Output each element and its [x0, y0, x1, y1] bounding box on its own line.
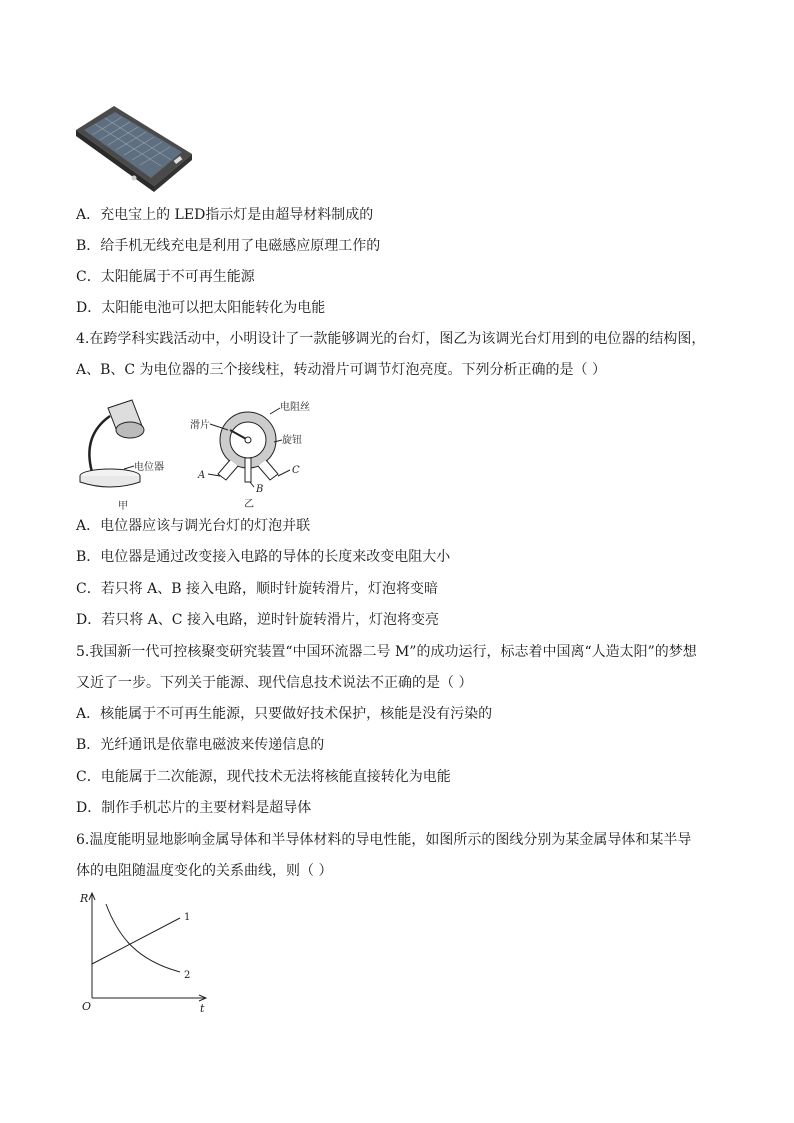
- q6-stem-line2: 体的电阻随温度变化的关系曲线，则（ ）: [76, 863, 333, 879]
- q3-option-d: D．太阳能电池可以把太阳能转化为电能: [76, 300, 326, 316]
- q4-option-d: D．若只将 A、C 接入电路，逆时针旋转滑片，灯泡将变亮: [76, 612, 439, 628]
- q5-option-a: A．核能属于不可再生能源，只要做好技术保护，核能是没有污染的: [76, 706, 493, 722]
- q4-figure: [70, 390, 330, 515]
- knob-label: 旋钮: [282, 435, 302, 446]
- curve-2-label: 2: [184, 970, 191, 981]
- curve-1-label: 1: [184, 912, 191, 923]
- curve-1-line: [92, 918, 180, 964]
- terminal-a-label: A: [198, 470, 206, 481]
- curve-2-line: [106, 904, 180, 972]
- origin-label: O: [82, 1000, 92, 1013]
- potentiometer-drawing: [208, 408, 290, 487]
- desk-lamp-drawing: [80, 400, 144, 487]
- q5-option-d: D．制作手机芯片的主要材料是超导体: [76, 800, 312, 816]
- q3-option-a: A．充电宝上的 LED指示灯是由超导材料制成的: [76, 207, 374, 223]
- q4-option-c: C．若只将 A、B 接入电路，顺时针旋转滑片，灯泡将变暗: [76, 581, 439, 597]
- q5-option-c: C．电能属于二次能源，现代技术无法将核能直接转化为电能: [76, 769, 451, 785]
- caption-jia: 甲: [118, 501, 128, 512]
- x-axis-label: t: [200, 1002, 205, 1013]
- q4-option-b: B．电位器是通过改变接入电路的导体的长度来改变电阻大小: [76, 549, 451, 565]
- lamp-potentiometer-label: 电位器: [134, 462, 164, 473]
- q5-option-b: B．光纤通讯是依靠电磁波来传递信息的: [76, 737, 325, 753]
- lamp-and-potentiometer-diagram: [70, 390, 330, 515]
- q4-stem-line2: A、B、C 为电位器的三个接线柱，转动滑片可调节灯泡亮度。下列分析正确的是（ ）: [76, 362, 607, 378]
- resistance-wire-label: 电阻丝: [280, 402, 310, 413]
- q5-stem-line2: 又近了一步。下列关于能源、现代信息技术说法不正确的是（ ）: [76, 675, 473, 691]
- solar-power-bank-illustration: [70, 100, 196, 194]
- q6-stem-line1: 6.温度能明显地影响金属导体和半导体材料的导电性能，如图所示的图线分别为某金属导体和某半导: [76, 832, 692, 848]
- y-axis-label: R: [80, 892, 89, 905]
- power-bank-image: [70, 100, 196, 194]
- q3-option-b: B．给手机无线充电是利用了电磁感应原理工作的: [76, 238, 381, 254]
- q4-stem-line1: 4.在跨学科实践活动中，小明设计了一款能够调光的台灯，图乙为该调光台灯用到的电位器的结构图，: [76, 331, 706, 347]
- q5-stem-line1: 5.我国新一代可控核聚变研究装置“中国环流器二号 M”的成功运行，标志着中国离“人造太阳”的梦想: [76, 644, 697, 660]
- terminal-c-label: C: [292, 465, 300, 476]
- q3-option-c: C．太阳能属于不可再生能源: [76, 269, 255, 285]
- terminal-b-label: B: [256, 484, 264, 495]
- r-t-curve-diagram: [76, 888, 216, 1013]
- slider-label: 滑片: [190, 420, 210, 431]
- q4-option-a: A．电位器应该与调光台灯的灯泡并联: [76, 518, 311, 534]
- caption-yi: 乙: [244, 499, 254, 510]
- q6-resistance-temperature-graph: [76, 888, 216, 1013]
